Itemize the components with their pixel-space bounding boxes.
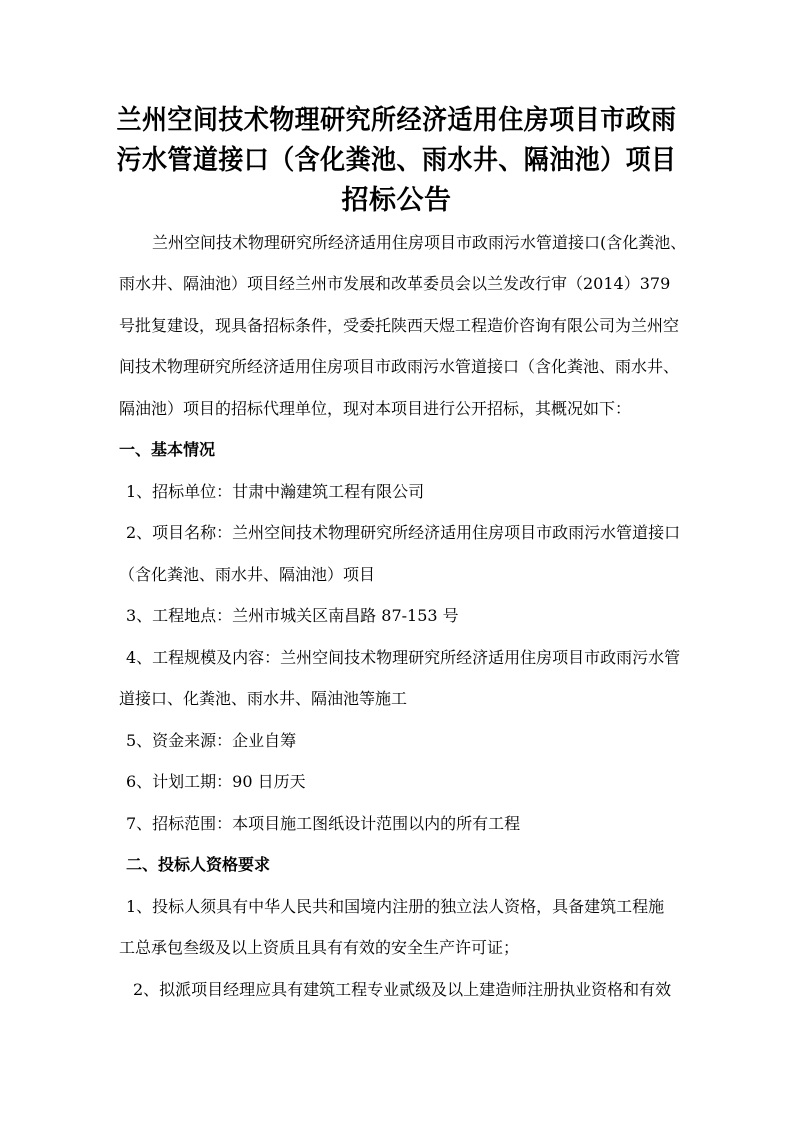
section-heading-bidder-qualification: 二、投标人资格要求 [126, 855, 271, 874]
basic-info-line: 1、招标单位：甘肃中瀚建筑工程有限公司 [126, 482, 425, 501]
intro-line: 号批复建设，现具备招标条件，受委托陕西天煜工程造价咨询有限公司为兰州空 [119, 316, 680, 335]
intro-line: 兰州空间技术物理研究所经济适用住房项目市政雨污水管道接口(含化粪池、 [152, 233, 687, 252]
basic-info-line: 7、招标范围：本项目施工图纸设计范围以内的所有工程 [126, 814, 521, 833]
basic-info-line: 道接口、化粪池、雨水井、隔油池等施工 [119, 689, 408, 708]
qualification-line: 1、投标人须具有中华人民共和国境内注册的独立法人资格，具备建筑工程施 [126, 897, 665, 916]
intro-line: 隔油池）项目的招标代理单位，现对本项目进行公开招标，其概况如下： [119, 399, 632, 418]
basic-info-line: 2、项目名称：兰州空间技术物理研究所经济适用住房项目市政雨污水管道接口 [126, 523, 681, 542]
intro-line: 雨水井、隔油池）项目经兰州市发展和改革委员会以兰发改行审（2014）379 [119, 274, 671, 293]
qualification-line: 工总承包叁级及以上资质且具有有效的安全生产许可证； [119, 938, 520, 957]
title-line-3: 招标公告 [341, 185, 452, 216]
basic-info-line: 4、工程规模及内容：兰州空间技术物理研究所经济适用住房项目市政雨污水管 [126, 648, 681, 667]
basic-info-line: 3、工程地点：兰州市城关区南昌路 87-153 号 [126, 606, 459, 625]
basic-info-line: （含化粪池、雨水井、隔油池）项目 [119, 565, 376, 584]
basic-info-line: 6、计划工期：90 日历天 [126, 772, 306, 791]
title-line-1: 兰州空间技术物理研究所经济适用住房项目市政雨 [116, 105, 677, 136]
basic-info-line: 5、资金来源：企业自筹 [126, 731, 297, 750]
title-line-2: 污水管道接口（含化粪池、雨水井、隔油池）项目 [116, 145, 677, 176]
intro-line: 间技术物理研究所经济适用住房项目市政雨污水管道接口（含化粪池、雨水井、 [119, 357, 680, 376]
qualification-line: 2、拟派项目经理应具有建筑工程专业贰级及以上建造师注册执业资格和有效 [133, 980, 672, 999]
section-heading-basic-info: 一、基本情况 [119, 440, 216, 459]
